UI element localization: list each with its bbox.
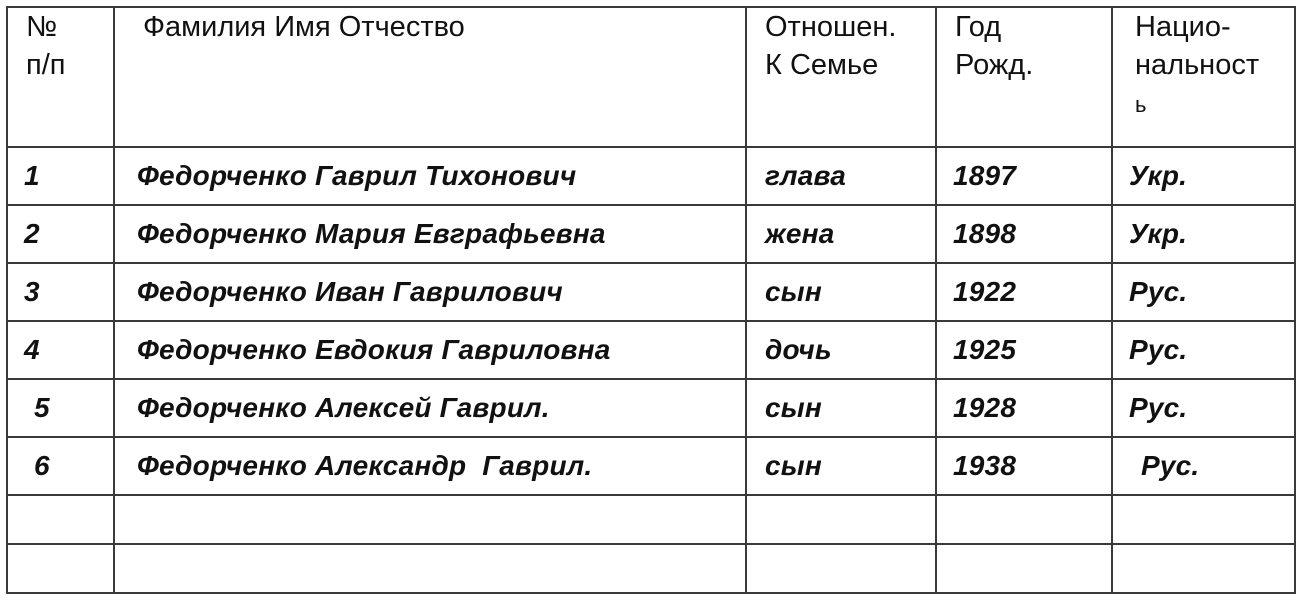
cell-nationality: Укр. bbox=[1112, 205, 1295, 263]
header-birth-year bbox=[936, 7, 1112, 147]
cell-full-name: Федорченко Иван Гаврилович bbox=[114, 263, 746, 321]
cell-nationality: Рус. bbox=[1112, 379, 1295, 437]
header-birth-year-line2: Рожд. bbox=[955, 49, 1034, 81]
header-number bbox=[7, 7, 114, 147]
cell-number: 6 bbox=[7, 437, 114, 495]
table-row bbox=[7, 147, 1295, 205]
header-number-line2: п/п bbox=[26, 49, 66, 81]
header-relation bbox=[746, 7, 936, 147]
table-row bbox=[7, 205, 1295, 263]
cell-relation: сын bbox=[746, 379, 936, 437]
cell-number: 5 bbox=[7, 379, 114, 437]
empty-cell bbox=[114, 544, 746, 593]
header-relation-line1: Отношен. bbox=[765, 11, 897, 43]
cell-full-name: Федорченко Гаврил Тихонович bbox=[114, 147, 746, 205]
table-row bbox=[7, 321, 1295, 379]
cell-relation: сын bbox=[746, 263, 936, 321]
cell-birth-year: 1928 bbox=[936, 379, 1112, 437]
cell-birth-year: 1938 bbox=[936, 437, 1112, 495]
empty-cell bbox=[936, 544, 1112, 593]
empty-table-row bbox=[7, 544, 1295, 593]
cell-nationality: Рус. bbox=[1112, 263, 1295, 321]
cell-nationality: Укр. bbox=[1112, 147, 1295, 205]
header-nationality-line3: ь bbox=[1135, 92, 1147, 117]
header-full-name bbox=[114, 7, 746, 147]
cell-birth-year: 1897 bbox=[936, 147, 1112, 205]
header-nationality-line2: нальност bbox=[1135, 49, 1260, 81]
cell-relation: жена bbox=[746, 205, 936, 263]
empty-cell bbox=[936, 495, 1112, 544]
document-frame bbox=[6, 6, 1294, 596]
cell-relation: дочь bbox=[746, 321, 936, 379]
cell-full-name: Федорченко Евдокия Гавриловна bbox=[114, 321, 746, 379]
empty-cell bbox=[746, 544, 936, 593]
empty-cell bbox=[746, 495, 936, 544]
cell-full-name: Федорченко Алексей Гаврил. bbox=[114, 379, 746, 437]
cell-nationality: Рус. bbox=[1112, 437, 1295, 495]
header-number-line1: № bbox=[26, 11, 58, 43]
cell-number: 1 bbox=[7, 147, 114, 205]
header-row bbox=[7, 7, 1295, 147]
cell-birth-year: 1925 bbox=[936, 321, 1112, 379]
cell-full-name: Федорченко Александр Гаврил. bbox=[114, 437, 746, 495]
table-row bbox=[7, 437, 1295, 495]
empty-cell bbox=[1112, 544, 1295, 593]
header-nationality-line1: Нацио- bbox=[1135, 11, 1231, 43]
empty-cell bbox=[7, 495, 114, 544]
cell-relation: сын bbox=[746, 437, 936, 495]
header-full-name-text: Фамилия Имя Отчество bbox=[143, 11, 465, 43]
family-table bbox=[6, 6, 1296, 594]
table-row bbox=[7, 263, 1295, 321]
cell-relation: глава bbox=[746, 147, 936, 205]
cell-number: 3 bbox=[7, 263, 114, 321]
empty-cell bbox=[1112, 495, 1295, 544]
empty-cell bbox=[7, 544, 114, 593]
header-nationality bbox=[1112, 7, 1295, 147]
empty-table-row bbox=[7, 495, 1295, 544]
empty-cell bbox=[114, 495, 746, 544]
cell-number: 4 bbox=[7, 321, 114, 379]
cell-full-name: Федорченко Мария Евграфьевна bbox=[114, 205, 746, 263]
cell-nationality: Рус. bbox=[1112, 321, 1295, 379]
table-row bbox=[7, 379, 1295, 437]
header-birth-year-line1: Год bbox=[955, 11, 1002, 43]
cell-number: 2 bbox=[7, 205, 114, 263]
cell-birth-year: 1898 bbox=[936, 205, 1112, 263]
header-relation-line2: К Семье bbox=[765, 49, 879, 81]
cell-birth-year: 1922 bbox=[936, 263, 1112, 321]
